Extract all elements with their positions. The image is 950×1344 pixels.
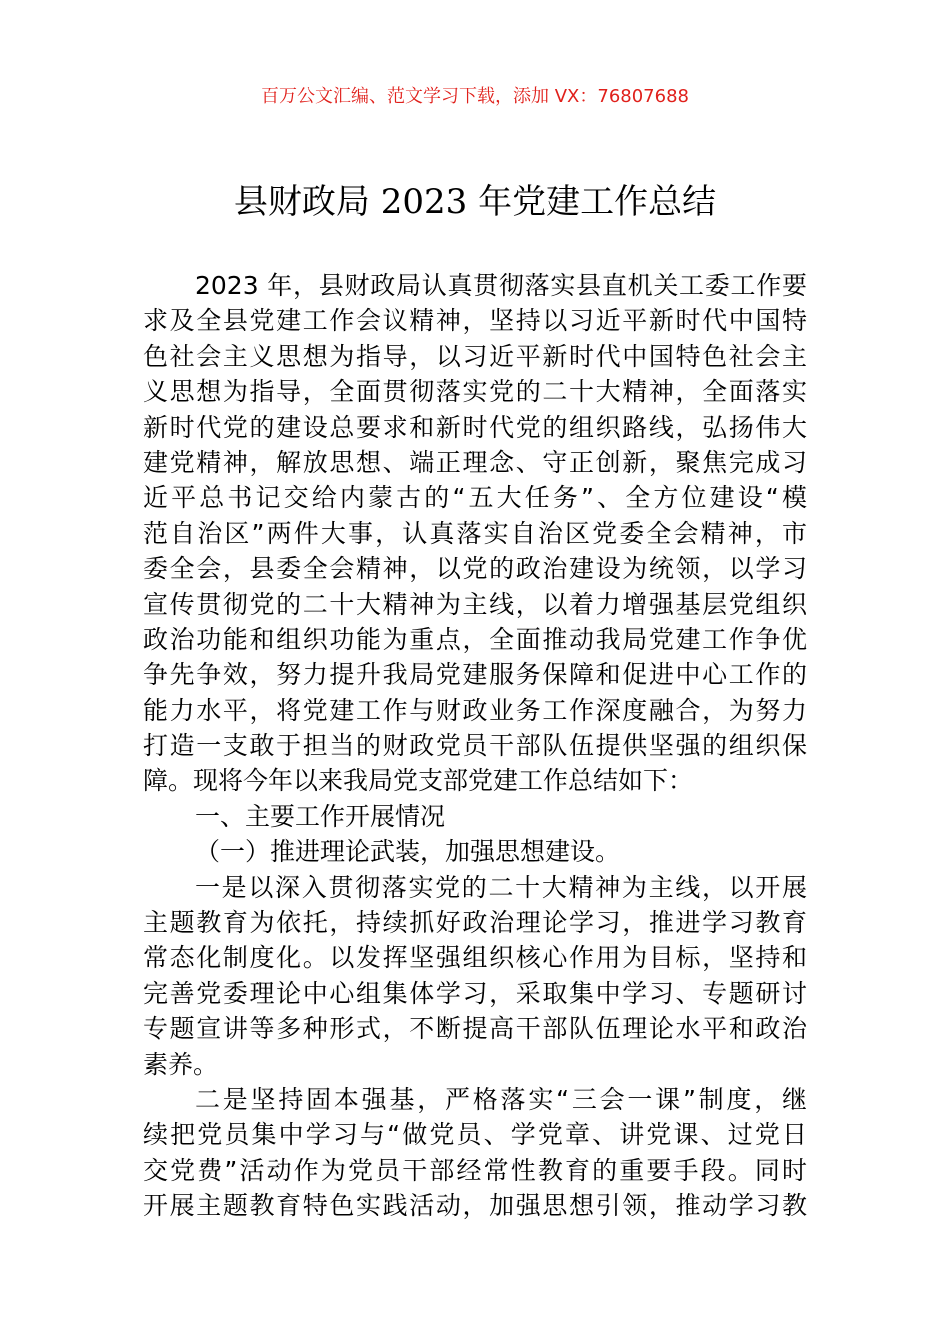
paragraph-line: 素养。 (143, 1049, 219, 1079)
paragraph-line: 二是坚持固本强基，严格落实“三会一课”制度，继 (195, 1084, 807, 1114)
paragraph-line: 完善党委理论中心组集体学习，采取集中学习、专题研讨 (143, 978, 807, 1008)
paragraph-line: 新时代党的建设总要求和新时代党的组织路线，弘扬伟大 (143, 412, 807, 442)
paragraph-line: 常态化制度化。以发挥坚强组织核心作用为目标，坚持和 (143, 943, 807, 973)
paragraph-line: 求及全县党建工作会议精神，坚持以习近平新时代中国特 (143, 306, 807, 336)
document-title: 县财政局 2023 年党建工作总结 (233, 182, 717, 222)
paragraph-line: 建党精神，解放思想、端正理念、守正创新，聚焦完成习 (143, 447, 807, 477)
paragraph-line: 委全会，县委全会精神，以党的政治建设为统领，以学习 (143, 554, 807, 584)
subsection-heading: （一）推进理论武装，加强思想建设。 (195, 837, 621, 867)
paragraph-line: 色社会主义思想为指导，以习近平新时代中国特色社会主 (143, 341, 807, 371)
paragraph-line: 续把党员集中学习与“做党员、学党章、讲党课、过党日 (143, 1120, 807, 1150)
paragraph-line: 打造一支敢于担当的财政党员干部队伍提供坚强的组织保 (143, 731, 807, 761)
paragraph-line: 主题教育为依托，持续抓好政治理论学习，推进学习教育 (143, 908, 807, 938)
header-banner: 百万公文汇编、范文学习下载，添加 VX：76807688 (261, 86, 689, 107)
paragraph-line: 2023 年，县财政局认真贯彻落实县直机关工委工作要 (195, 271, 807, 300)
paragraph-line: 交党费”活动作为党员干部经常性教育的重要手段。同时 (143, 1155, 807, 1185)
paragraph-line: 宣传贯彻党的二十大精神为主线，以着力增强基层党组织 (143, 589, 807, 619)
paragraph-line: 范自治区”两件大事，认真落实自治区党委全会精神，市 (143, 518, 807, 548)
paragraph-line: 一是以深入贯彻落实党的二十大精神为主线，以开展 (195, 872, 807, 902)
paragraph-line: 开展主题教育特色实践活动，加强思想引领，推动学习教 (143, 1191, 807, 1221)
paragraph-line: 近平总书记交给内蒙古的“五大任务”、全方位建设“模 (143, 483, 807, 513)
paragraph-line: 能力水平，将党建工作与财政业务工作深度融合，为努力 (143, 695, 807, 725)
paragraph-line: 政治功能和组织功能为重点，全面推动我局党建工作争优 (143, 624, 807, 654)
paragraph-line: 争先争效，努力提升我局党建服务保障和促进中心工作的 (143, 660, 807, 690)
paragraph-line: 障。现将今年以来我局党支部党建工作总结如下： (143, 766, 694, 796)
section-heading: 一、主要工作开展情况 (195, 801, 446, 831)
paragraph-line: 义思想为指导，全面贯彻落实党的二十大精神，全面落实 (143, 377, 807, 407)
document-body (143, 268, 807, 1224)
paragraph-line: 专题宣讲等多种形式，不断提高干部队伍理论水平和政治 (143, 1014, 807, 1044)
